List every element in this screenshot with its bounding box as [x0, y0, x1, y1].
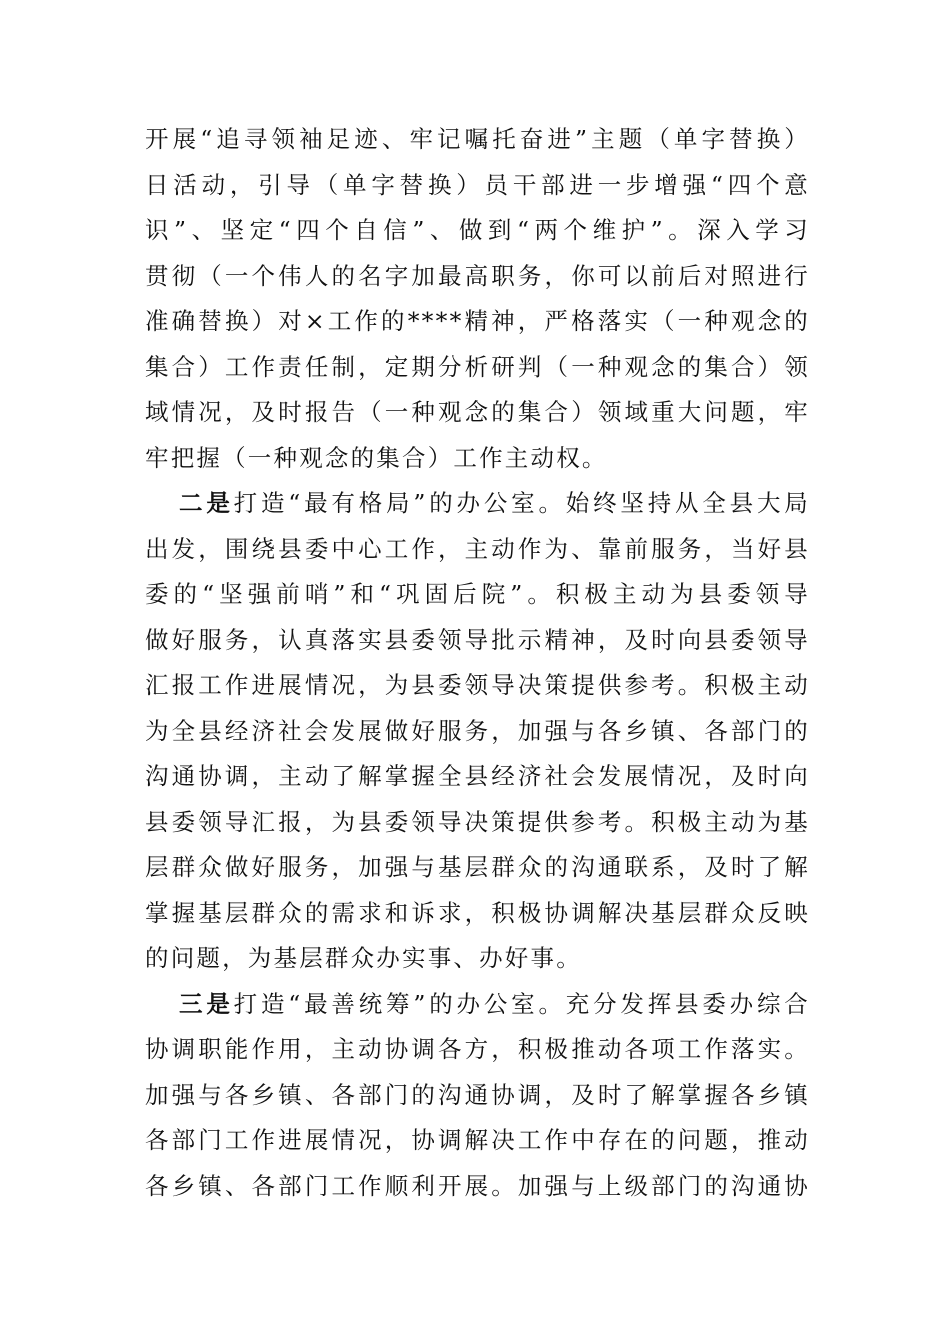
text-line: 委的“坚强前哨”和“巩固后院”。积极主动为县委领导 [145, 580, 810, 608]
text-line: 日活动，引导（单字替换）员干部进一步增强“四个意 [145, 170, 810, 199]
text-line: 县委领导汇报，为县委领导决策提供参考。积极主动为基 [145, 807, 810, 836]
document-body [145, 117, 810, 1209]
text-line: 准确替换）对×工作的****精神，严格落实（一种观念的 [145, 307, 810, 335]
text-line: 协调职能作用，主动协调各方，积极推动各项工作落实。 [145, 1035, 810, 1063]
paragraph-lead: 三是 [179, 989, 234, 1018]
text-line: 层群众做好服务，加强与基层群众的沟通联系，及时了解 [145, 853, 810, 881]
text-line-first [145, 481, 810, 527]
text-line: 集合）工作责任制，定期分析研判（一种观念的集合）领 [145, 352, 810, 381]
text-line: 贯彻（一个伟人的名字加最高职务，你可以前后对照进行 [145, 261, 810, 290]
text-line: 加强与各乡镇、各部门的沟通协调，及时了解掌握各乡镇 [145, 1080, 810, 1109]
text-line: 各乡镇、各部门工作顺利开展。加强与上级部门的沟通协 [145, 1171, 810, 1200]
text-line: 的问题，为基层群众办实事、办好事。 [145, 944, 582, 972]
text-line-rest: 打造“最有格局”的办公室。始终坚持从全县大局 [233, 489, 810, 517]
text-line: 开展“追寻领袖足迹、牢记嘱托奋进”主题（单字替换） [145, 125, 810, 153]
paragraph-lead: 二是 [179, 489, 234, 517]
text-line: 域情况，及时报告（一种观念的集合）领域重大问题，牢 [145, 398, 810, 426]
text-line-rest: 打造“最善统筹”的办公室。充分发挥县委办综合 [233, 989, 810, 1018]
text-line: 汇报工作进展情况，为县委领导决策提供参考。积极主动 [145, 671, 810, 699]
paragraph-3 [145, 982, 810, 1210]
text-line-first [145, 982, 810, 1028]
paragraph-1 [145, 117, 810, 481]
text-line: 牢把握（一种观念的集合）工作主动权。 [145, 443, 608, 472]
text-line: 沟通协调，主动了解掌握全县经济社会发展情况，及时向 [145, 762, 810, 790]
text-line: 掌握基层群众的需求和诉求，积极协调解决基层群众反映 [145, 898, 810, 927]
text-line: 出发，围绕县委中心工作，主动作为、靠前服务，当好县 [145, 534, 810, 563]
text-line: 各部门工作进展情况，协调解决工作中存在的问题，推动 [145, 1126, 810, 1154]
text-line: 识”、坚定“四个自信”、做到“两个维护”。深入学习 [145, 216, 810, 244]
text-line: 为全县经济社会发展做好服务，加强与各乡镇、各部门的 [145, 716, 810, 745]
paragraph-2 [145, 481, 810, 982]
text-line: 做好服务，认真落实县委领导批示精神，及时向县委领导 [145, 625, 810, 654]
